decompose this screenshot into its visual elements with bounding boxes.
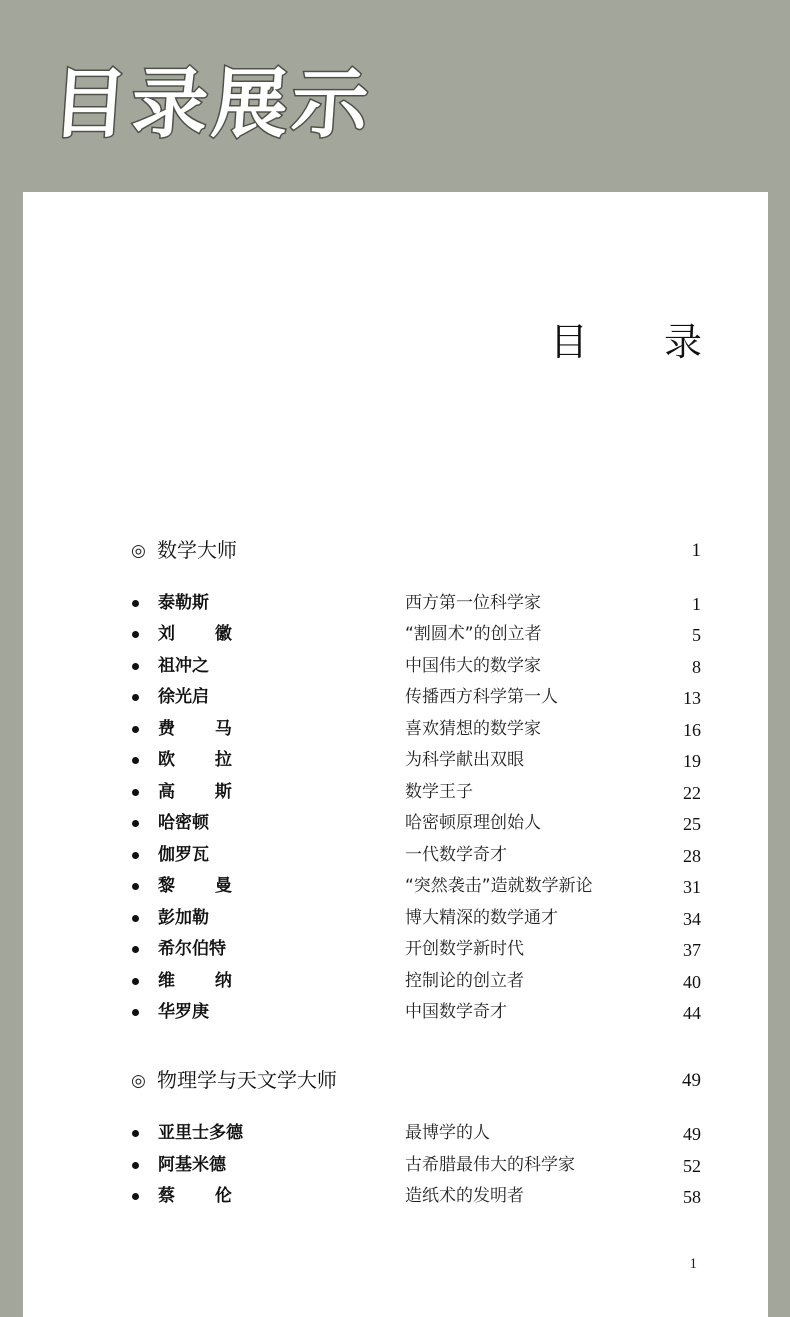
- entry-page-number: 52: [683, 1156, 701, 1176]
- entry-page-number: 8: [692, 657, 701, 677]
- bullet-icon: [132, 757, 139, 764]
- entry-description: 造纸术的发明者: [405, 1186, 524, 1206]
- bullet-icon: [132, 694, 139, 701]
- entry-name: 亚里士多德: [158, 1123, 243, 1143]
- toc-entry: [131, 843, 701, 874]
- bullet-icon: [132, 1009, 139, 1016]
- double-circle-icon: ◎: [131, 541, 146, 561]
- bullet-icon: [132, 883, 139, 890]
- toc-entry: [131, 969, 701, 1000]
- entry-page-number: 16: [683, 720, 701, 740]
- entry-name: 刘 徽: [158, 624, 249, 644]
- toc-entry: [131, 1184, 701, 1215]
- entry-page-number: 31: [683, 877, 701, 897]
- entry-page-number: 40: [683, 972, 701, 992]
- toc-entry: [131, 622, 701, 653]
- entry-page-number: 28: [683, 846, 701, 866]
- entry-name: 蔡 伦: [158, 1186, 249, 1206]
- section-page-number: 1: [691, 540, 701, 561]
- entry-description: 开创数学新时代: [405, 939, 524, 959]
- entry-name: 祖冲之: [158, 656, 209, 676]
- entry-name: 维 纳: [158, 971, 249, 991]
- entry-name: 彭加勒: [158, 908, 209, 928]
- book-page: [23, 192, 768, 1317]
- section-title: 数学大师: [157, 538, 237, 562]
- footer-page-number: 1: [689, 1256, 697, 1272]
- bullet-icon: [132, 726, 139, 733]
- bullet-icon: [132, 1193, 139, 1200]
- entry-name: 华罗庚: [158, 1002, 209, 1022]
- entry-name: 希尔伯特: [158, 939, 226, 959]
- entry-description: 西方第一位科学家: [405, 593, 541, 613]
- toc-entry: [131, 748, 701, 779]
- section-page-number: 49: [682, 1070, 701, 1091]
- entry-name: 高 斯: [158, 782, 249, 802]
- entry-description: 传播西方科学第一人: [405, 687, 558, 707]
- entry-description: 哈密顿原理创始人: [405, 813, 541, 833]
- section-header-mathematics: [131, 536, 701, 566]
- double-circle-icon: ◎: [131, 1071, 146, 1091]
- toc-entry: [131, 591, 701, 622]
- section-title: 物理学与天文学大师: [157, 1068, 337, 1092]
- toc-entry: [131, 906, 701, 937]
- bullet-icon: [132, 631, 139, 638]
- entry-name: 费 马: [158, 719, 249, 739]
- page-title: 目 录: [549, 320, 734, 364]
- toc-entry: [131, 811, 701, 842]
- entry-description: 中国伟大的数学家: [405, 656, 541, 676]
- banner-title: 目录展示: [48, 59, 376, 148]
- bullet-icon: [132, 663, 139, 670]
- entry-page-number: 44: [683, 1003, 701, 1023]
- toc-entry: [131, 717, 701, 748]
- entry-page-number: 1: [692, 594, 701, 614]
- entry-page-number: 22: [683, 783, 701, 803]
- bullet-icon: [132, 946, 139, 953]
- toc-entry: [131, 685, 701, 716]
- toc-entry: [131, 1121, 701, 1152]
- entry-page-number: 19: [683, 751, 701, 771]
- entry-page-number: 5: [692, 625, 701, 645]
- entry-page-number: 13: [683, 688, 701, 708]
- entry-description: 最博学的人: [405, 1123, 490, 1143]
- entry-name: 阿基米德: [158, 1155, 226, 1175]
- entry-description: 数学王子: [405, 782, 473, 802]
- toc-entry: [131, 937, 701, 968]
- toc-entry: [131, 1153, 701, 1184]
- entry-page-number: 58: [683, 1187, 701, 1207]
- entry-name: 徐光启: [158, 687, 209, 707]
- entry-name: 泰勒斯: [158, 593, 209, 613]
- bullet-icon: [132, 789, 139, 796]
- entry-page-number: 49: [683, 1124, 701, 1144]
- entry-page-number: 25: [683, 814, 701, 834]
- section-header-physics-astronomy: [131, 1066, 701, 1096]
- toc-entry: [131, 1000, 701, 1031]
- entry-page-number: 34: [683, 909, 701, 929]
- bullet-icon: [132, 978, 139, 985]
- entry-description: 博大精深的数学通才: [405, 908, 558, 928]
- toc-entry: [131, 780, 701, 811]
- entry-name: 哈密顿: [158, 813, 209, 833]
- bullet-icon: [132, 1130, 139, 1137]
- entry-description: 喜欢猜想的数学家: [405, 719, 541, 739]
- bullet-icon: [132, 820, 139, 827]
- bullet-icon: [132, 852, 139, 859]
- bullet-icon: [132, 600, 139, 607]
- entry-name: 伽罗瓦: [158, 845, 209, 865]
- entry-page-number: 37: [683, 940, 701, 960]
- entry-description: “割圆术”的创立者: [405, 624, 542, 644]
- entry-name: 黎 曼: [158, 876, 249, 896]
- entry-description: 控制论的创立者: [405, 971, 524, 991]
- toc-entry: [131, 874, 701, 905]
- bullet-icon: [132, 1162, 139, 1169]
- entry-description: 古希腊最伟大的科学家: [405, 1155, 575, 1175]
- bullet-icon: [132, 915, 139, 922]
- entry-description: 一代数学奇才: [405, 845, 507, 865]
- entry-description: 中国数学奇才: [405, 1002, 507, 1022]
- entry-description: “突然袭击”造就数学新论: [405, 876, 593, 896]
- entry-description: 为科学献出双眼: [405, 750, 524, 770]
- entry-name: 欧 拉: [158, 750, 249, 770]
- toc-entry: [131, 654, 701, 685]
